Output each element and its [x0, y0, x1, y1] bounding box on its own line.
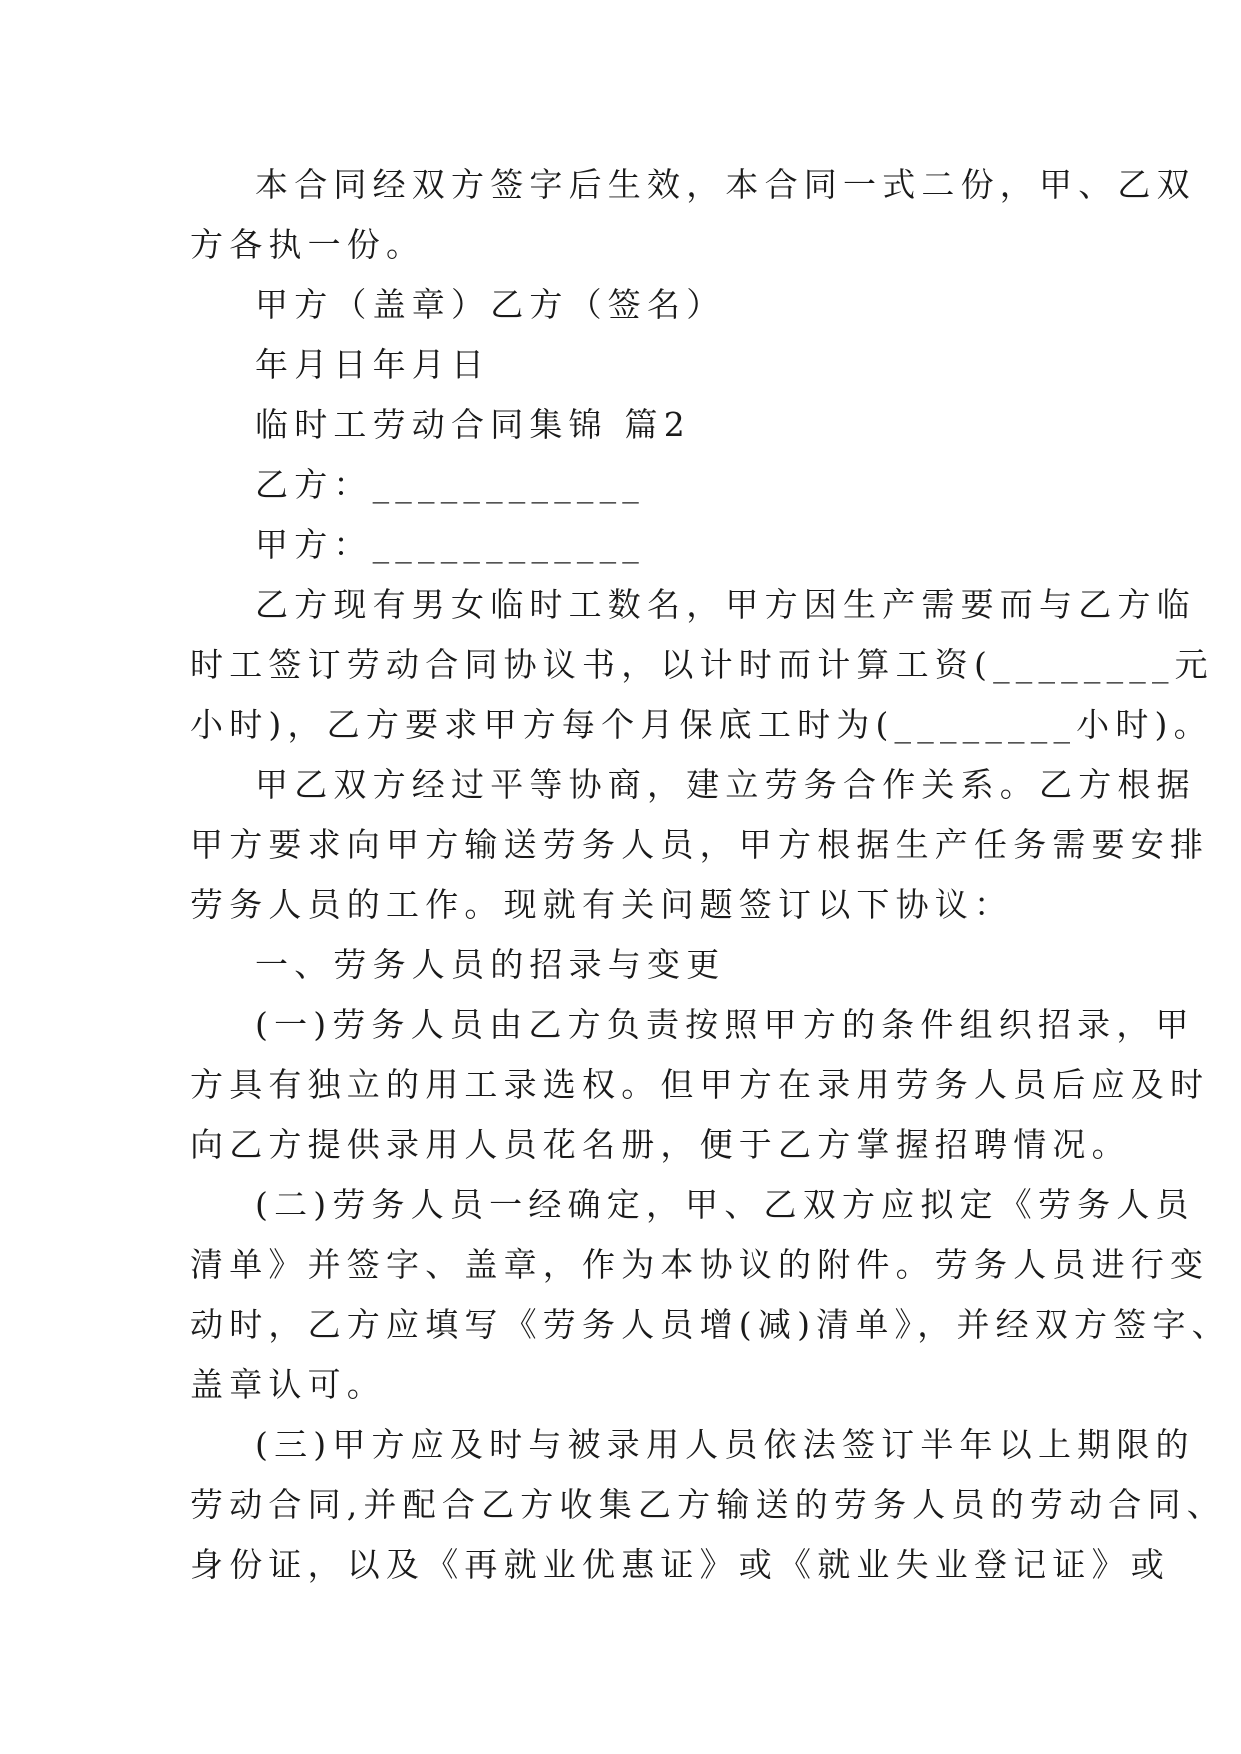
text-line: 时工签订劳动合同协议书，以计时而计算工资(________元: [190, 645, 1214, 684]
text-line: 方各执一份。: [190, 225, 426, 264]
text-line: 向乙方提供录用人员花名册，便于乙方掌握招聘情况。: [190, 1125, 1131, 1164]
text-line: 小时)，乙方要求甲方每个月保底工时为(________小时)。: [190, 705, 1213, 744]
text-line: 身份证，以及《再就业优惠证》或《就业失业登记证》或: [190, 1545, 1170, 1584]
text-line: 方具有独立的用工录选权。但甲方在录用劳务人员后应及时: [190, 1065, 1210, 1104]
text-line: 动时，乙方应填写《劳务人员增(减)清单》，并经双方签字、: [190, 1305, 1231, 1344]
date-line: 年月日年月日: [255, 345, 491, 384]
section-heading: 临时工劳动合同集锦 篇2: [255, 405, 691, 444]
text-line: (一)劳务人员由乙方负责按照甲方的条件组织招录，甲: [255, 1005, 1195, 1044]
text-line: 乙方现有男女临时工数名，甲方因生产需要而与乙方临: [255, 585, 1196, 624]
clause-heading: 一、劳务人员的招录与变更: [255, 945, 726, 984]
text-line: (二)劳务人员一经确定，甲、乙双方应拟定《劳务人员: [255, 1185, 1195, 1224]
party-a-field: 甲方：____________: [255, 525, 645, 564]
text-line: 甲乙双方经过平等协商，建立劳务合作关系。乙方根据: [255, 765, 1196, 804]
text-line: 劳务人员的工作。现就有关问题签订以下协议：: [190, 885, 1014, 924]
text-line: 清单》并签字、盖章，作为本协议的附件。劳务人员进行变: [190, 1245, 1210, 1284]
text-line: (三)甲方应及时与被录用人员依法签订半年以上期限的: [255, 1425, 1195, 1464]
signature-line: 甲方（盖章）乙方（签名）: [255, 285, 726, 324]
party-b-field: 乙方：____________: [255, 465, 645, 504]
text-line: 甲方要求向甲方输送劳务人员，甲方根据生产任务需要安排: [190, 825, 1210, 864]
text-line: 盖章认可。: [190, 1365, 386, 1404]
text-line: 本合同经双方签字后生效，本合同一式二份，甲、乙双: [255, 165, 1196, 204]
text-line: 劳动合同,并配合乙方收集乙方输送的劳务人员的劳动合同、: [190, 1485, 1226, 1524]
